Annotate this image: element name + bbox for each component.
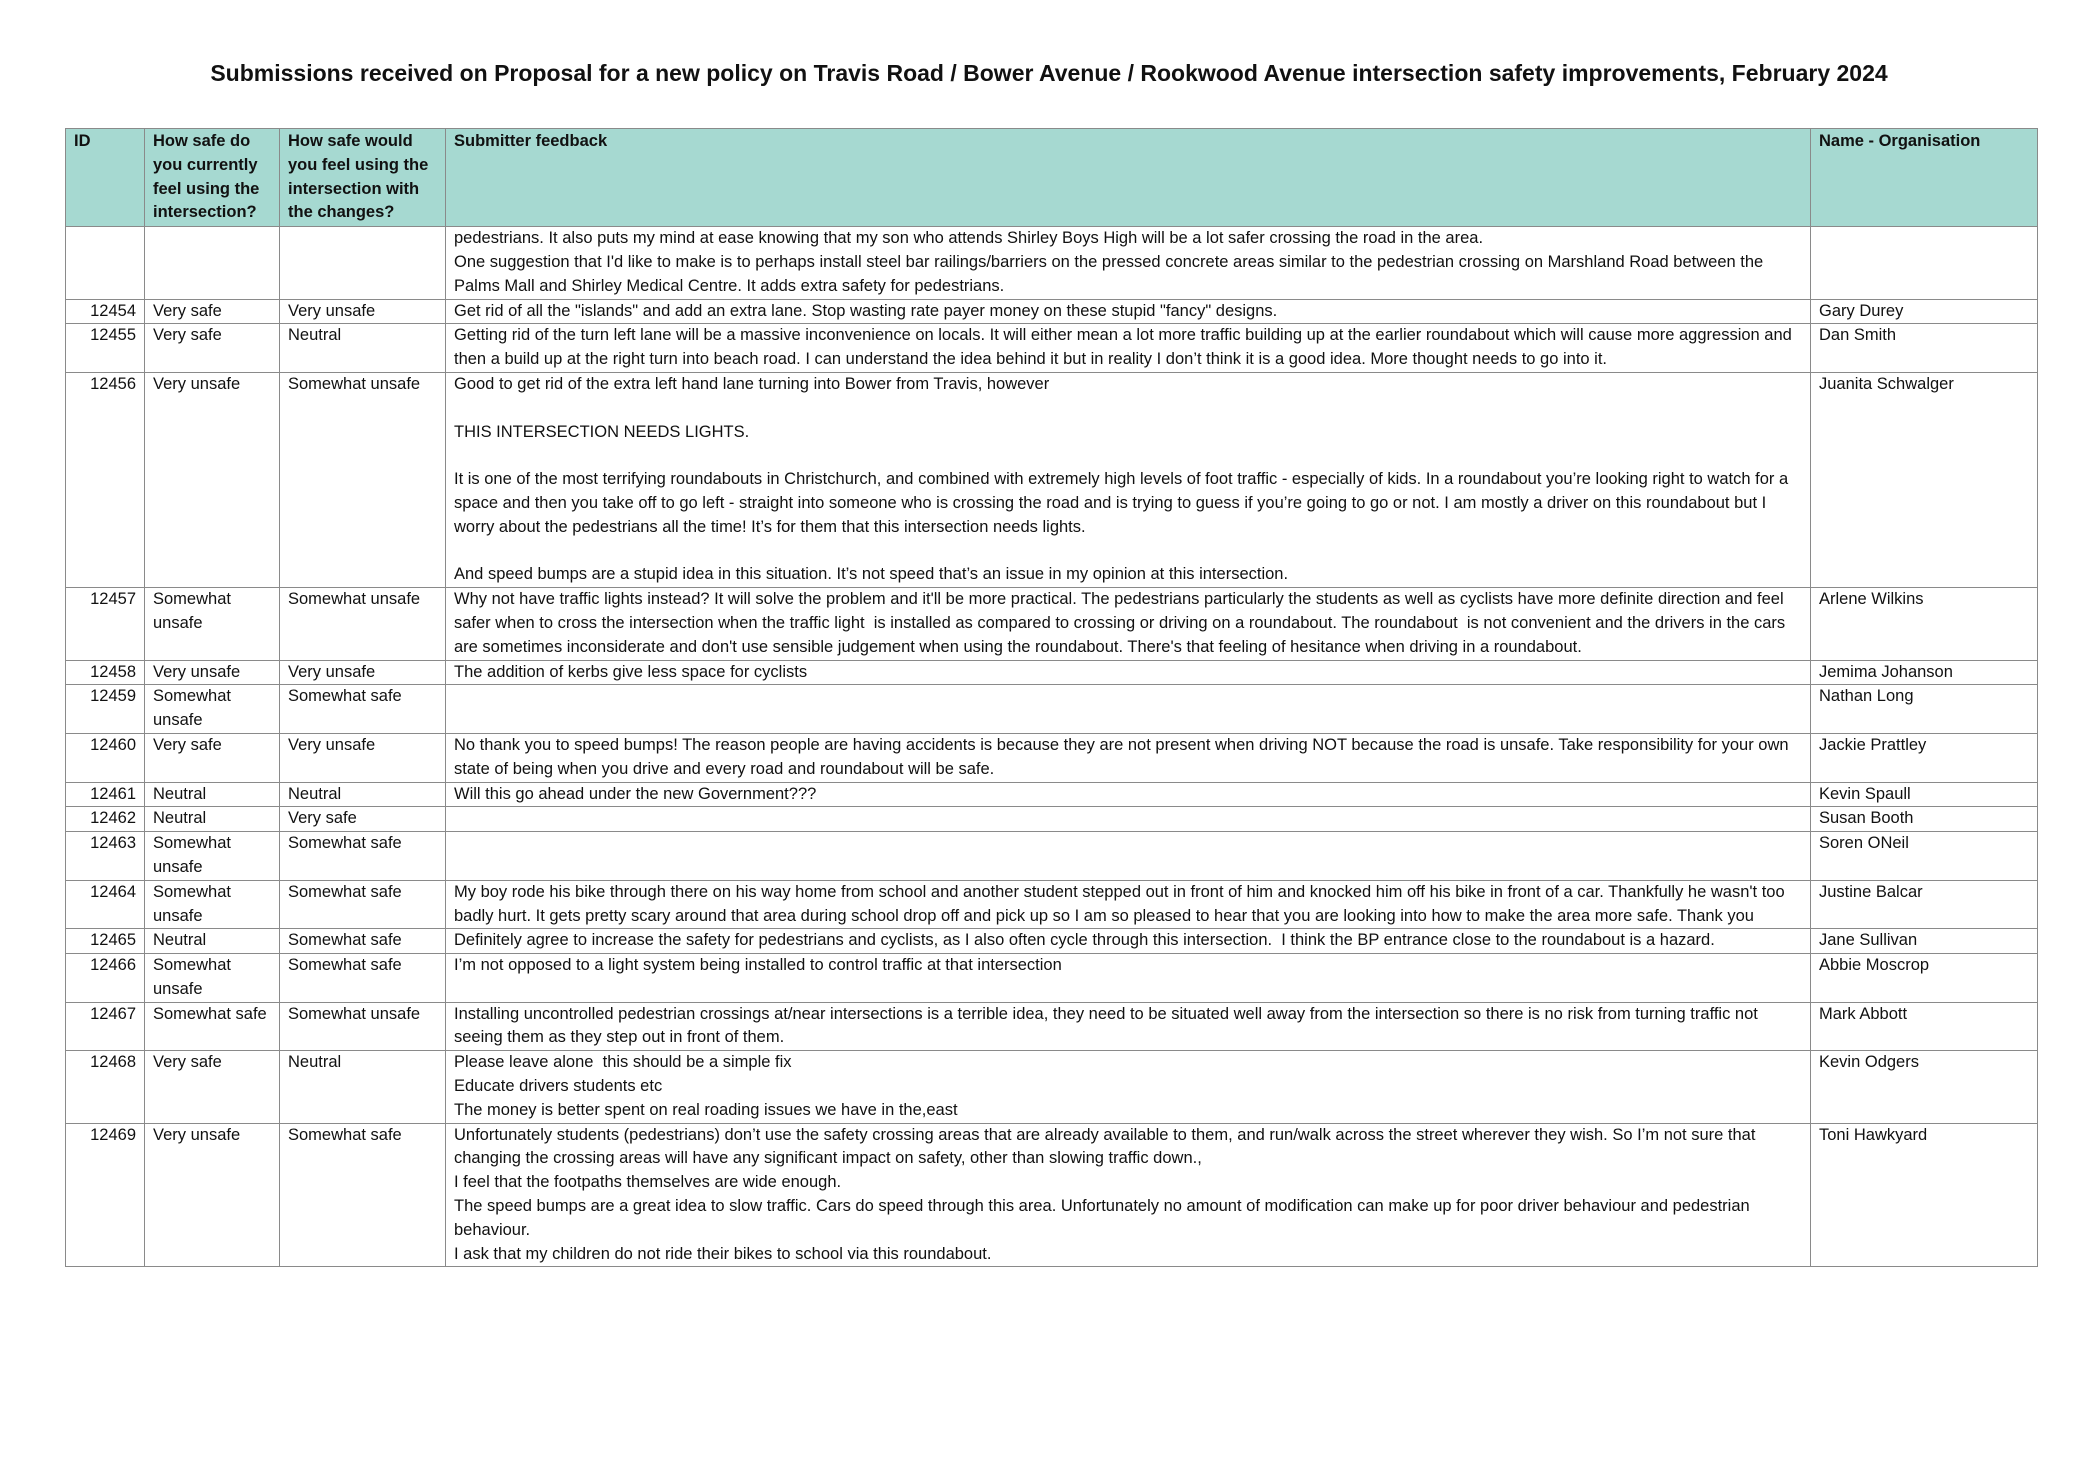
cell-id: 12466	[66, 954, 145, 1003]
cell-feedback: My boy rode his bike through there on his way home from school and another student stepped out in front of him and knocked him off his bike in front of a car. Thankfully he wasn't too badly hurt. It gets pretty scary around that area during school drop off and pick up so I am so pleased to hear that you are looking into how to make the area more safe. Thank you	[446, 880, 1811, 929]
table-row	[66, 660, 2038, 685]
cell-id: 12454	[66, 299, 145, 324]
cell-id: 12462	[66, 807, 145, 832]
table-row	[66, 227, 2038, 299]
table-row	[66, 1002, 2038, 1051]
cell-id: 12463	[66, 832, 145, 881]
cell-future-safety: Somewhat safe	[280, 880, 446, 929]
cell-feedback: Unfortunately students (pedestrians) don’t use the safety crossing areas that are already available to them, and run/walk across the street wherever they wish. So I’m not sure that changing the crossing areas will have any significant impact on safety, other than slowing traffic down., I feel that the footpaths themselves are wide enough. The speed bumps are a great idea to slow traffic. Cars do speed through this area. Unfortunately no amount of modification can make up for poor driver behaviour and pedestrian behaviour. I ask that my children do not ride their bikes to school via this roundabout.	[446, 1123, 1811, 1267]
cell-id: 12465	[66, 929, 145, 954]
cell-current-safety: Very safe	[145, 324, 280, 373]
table-row	[66, 1123, 2038, 1267]
cell-feedback	[446, 807, 1811, 832]
cell-current-safety: Somewhat unsafe	[145, 685, 280, 734]
cell-feedback: Why not have traffic lights instead? It will solve the problem and it'll be more practical. The pedestrians particularly the students as well as cyclists have more definite direction and feel safer when to cross the intersection when the traffic light is installed as compared to crossing or driving on a roundabout. The roundabout is not convenient and the drivers in the cars are sometimes inconsiderate and don't use sensible judgement when using the roundabout. There's that feeling of hesitance when driving in a roundabout.	[446, 588, 1811, 660]
cell-future-safety: Somewhat safe	[280, 685, 446, 734]
table-row	[66, 954, 2038, 1003]
cell-current-safety: Very safe	[145, 299, 280, 324]
cell-current-safety: Very safe	[145, 733, 280, 782]
cell-future-safety: Very safe	[280, 807, 446, 832]
header-future-safety: How safe would you feel using the intersection with the changes?	[280, 129, 446, 227]
cell-current-safety: Very safe	[145, 1051, 280, 1123]
cell-current-safety: Very unsafe	[145, 372, 280, 587]
cell-current-safety: Somewhat unsafe	[145, 588, 280, 660]
cell-name: Justine Balcar	[1811, 880, 2038, 929]
cell-future-safety: Somewhat unsafe	[280, 1002, 446, 1051]
cell-id	[66, 227, 145, 299]
table-row	[66, 807, 2038, 832]
cell-feedback: Will this go ahead under the new Government???	[446, 782, 1811, 807]
cell-current-safety: Somewhat unsafe	[145, 832, 280, 881]
cell-current-safety: Somewhat unsafe	[145, 880, 280, 929]
table-row	[66, 782, 2038, 807]
cell-name: Nathan Long	[1811, 685, 2038, 734]
header-name-organisation: Name - Organisation	[1811, 129, 2038, 227]
cell-name: Arlene Wilkins	[1811, 588, 2038, 660]
cell-id: 12460	[66, 733, 145, 782]
cell-future-safety: Somewhat unsafe	[280, 372, 446, 587]
cell-feedback: Please leave alone this should be a simple fix Educate drivers students etc The money is better spent on real roading issues we have in the,east	[446, 1051, 1811, 1123]
cell-id: 12459	[66, 685, 145, 734]
cell-name: Kevin Odgers	[1811, 1051, 2038, 1123]
cell-future-safety: Neutral	[280, 324, 446, 373]
table-row	[66, 880, 2038, 929]
cell-future-safety: Somewhat safe	[280, 832, 446, 881]
cell-name	[1811, 227, 2038, 299]
header-feedback: Submitter feedback	[446, 129, 1811, 227]
cell-name: Jemima Johanson	[1811, 660, 2038, 685]
cell-id: 12457	[66, 588, 145, 660]
table-row	[66, 299, 2038, 324]
cell-future-safety	[280, 227, 446, 299]
cell-id: 12464	[66, 880, 145, 929]
cell-future-safety: Neutral	[280, 1051, 446, 1123]
cell-future-safety: Somewhat safe	[280, 929, 446, 954]
cell-name: Abbie Moscrop	[1811, 954, 2038, 1003]
table-row	[66, 685, 2038, 734]
cell-name: Gary Durey	[1811, 299, 2038, 324]
cell-current-safety	[145, 227, 280, 299]
header-current-safety: How safe do you currently feel using the intersection?	[145, 129, 280, 227]
cell-feedback: Getting rid of the turn left lane will be a massive inconvenience on locals. It will either mean a lot more traffic building up at the earlier roundabout which will cause more aggression and then a build up at the right turn into beach road. I can understand the idea behind it but in reality I don’t think it is a good idea. More thought needs to go into it.	[446, 324, 1811, 373]
cell-future-safety: Very unsafe	[280, 733, 446, 782]
cell-future-safety: Somewhat safe	[280, 954, 446, 1003]
cell-feedback: I’m not opposed to a light system being installed to control traffic at that intersection	[446, 954, 1811, 1003]
table-row	[66, 324, 2038, 373]
table-row	[66, 372, 2038, 587]
cell-id: 12467	[66, 1002, 145, 1051]
cell-current-safety: Very unsafe	[145, 1123, 280, 1267]
page-title: Submissions received on Proposal for a new policy on Travis Road / Bower Avenue / Rookwood Avenue intersection safety improvements, February 2024	[210, 60, 1888, 86]
header-id: ID	[66, 129, 145, 227]
table-row	[66, 588, 2038, 660]
cell-name: Toni Hawkyard	[1811, 1123, 2038, 1267]
cell-id: 12456	[66, 372, 145, 587]
cell-name: Mark Abbott	[1811, 1002, 2038, 1051]
cell-current-safety: Neutral	[145, 929, 280, 954]
table-row	[66, 733, 2038, 782]
cell-current-safety: Very unsafe	[145, 660, 280, 685]
cell-feedback: Definitely agree to increase the safety for pedestrians and cyclists, as I also often cycle through this intersection. I think the BP entrance close to the roundabout is a hazard.	[446, 929, 1811, 954]
cell-name: Kevin Spaull	[1811, 782, 2038, 807]
table-body	[66, 227, 2038, 1267]
cell-current-safety: Somewhat unsafe	[145, 954, 280, 1003]
cell-future-safety: Very unsafe	[280, 299, 446, 324]
cell-id: 12455	[66, 324, 145, 373]
cell-feedback	[446, 832, 1811, 881]
cell-id: 12461	[66, 782, 145, 807]
cell-name: Juanita Schwalger	[1811, 372, 2038, 587]
cell-id: 12458	[66, 660, 145, 685]
cell-future-safety: Neutral	[280, 782, 446, 807]
cell-feedback	[446, 685, 1811, 734]
cell-current-safety: Neutral	[145, 782, 280, 807]
table-row	[66, 832, 2038, 881]
cell-future-safety: Very unsafe	[280, 660, 446, 685]
cell-name: Jackie Prattley	[1811, 733, 2038, 782]
cell-feedback: pedestrians. It also puts my mind at ease knowing that my son who attends Shirley Boys High will be a lot safer crossing the road in the area. One suggestion that I'd like to make is to perhaps install steel bar railings/barriers on the pressed concrete areas similar to the pedestrian crossing on Marshland Road between the Palms Mall and Shirley Medical Centre. It adds extra safety for pedestrians.	[446, 227, 1811, 299]
cell-id: 12468	[66, 1051, 145, 1123]
submissions-table	[65, 128, 2038, 1267]
cell-name: Soren ONeil	[1811, 832, 2038, 881]
cell-feedback: Get rid of all the "islands" and add an extra lane. Stop wasting rate payer money on these stupid "fancy" designs.	[446, 299, 1811, 324]
cell-feedback: Installing uncontrolled pedestrian crossings at/near intersections is a terrible idea, they need to be situated well away from the intersection so there is no risk from turning traffic not seeing them as they step out in front of them.	[446, 1002, 1811, 1051]
submissions-table-wrapper	[65, 128, 2037, 1267]
cell-future-safety: Somewhat unsafe	[280, 588, 446, 660]
cell-feedback: Good to get rid of the extra left hand lane turning into Bower from Travis, however THIS INTERSECTION NEEDS LIGHTS. It is one of the most terrifying roundabouts in Christchurch, and combined with extremely high levels of foot traffic - especially of kids. In a roundabout you’re looking right to watch for a space and then you take off to go left - straight into someone who is crossing the road and is trying to guess if you’re going to go or not. I am mostly a driver on this roundabout but I worry about the pedestrians all the time! It’s for them that this intersection needs lights. And speed bumps are a stupid idea in this situation. It’s not speed that’s an issue in my opinion at this intersection.	[446, 372, 1811, 587]
cell-future-safety: Somewhat safe	[280, 1123, 446, 1267]
cell-name: Dan Smith	[1811, 324, 2038, 373]
cell-feedback: No thank you to speed bumps! The reason people are having accidents is because they are not present when driving NOT because the road is unsafe. Take responsibility for your own state of being when you drive and every road and roundabout will be safe.	[446, 733, 1811, 782]
cell-current-safety: Neutral	[145, 807, 280, 832]
cell-name: Susan Booth	[1811, 807, 2038, 832]
cell-current-safety: Somewhat safe	[145, 1002, 280, 1051]
table-header-row	[66, 129, 2038, 227]
cell-id: 12469	[66, 1123, 145, 1267]
cell-name: Jane Sullivan	[1811, 929, 2038, 954]
cell-feedback: The addition of kerbs give less space for cyclists	[446, 660, 1811, 685]
table-row	[66, 929, 2038, 954]
table-row	[66, 1051, 2038, 1123]
